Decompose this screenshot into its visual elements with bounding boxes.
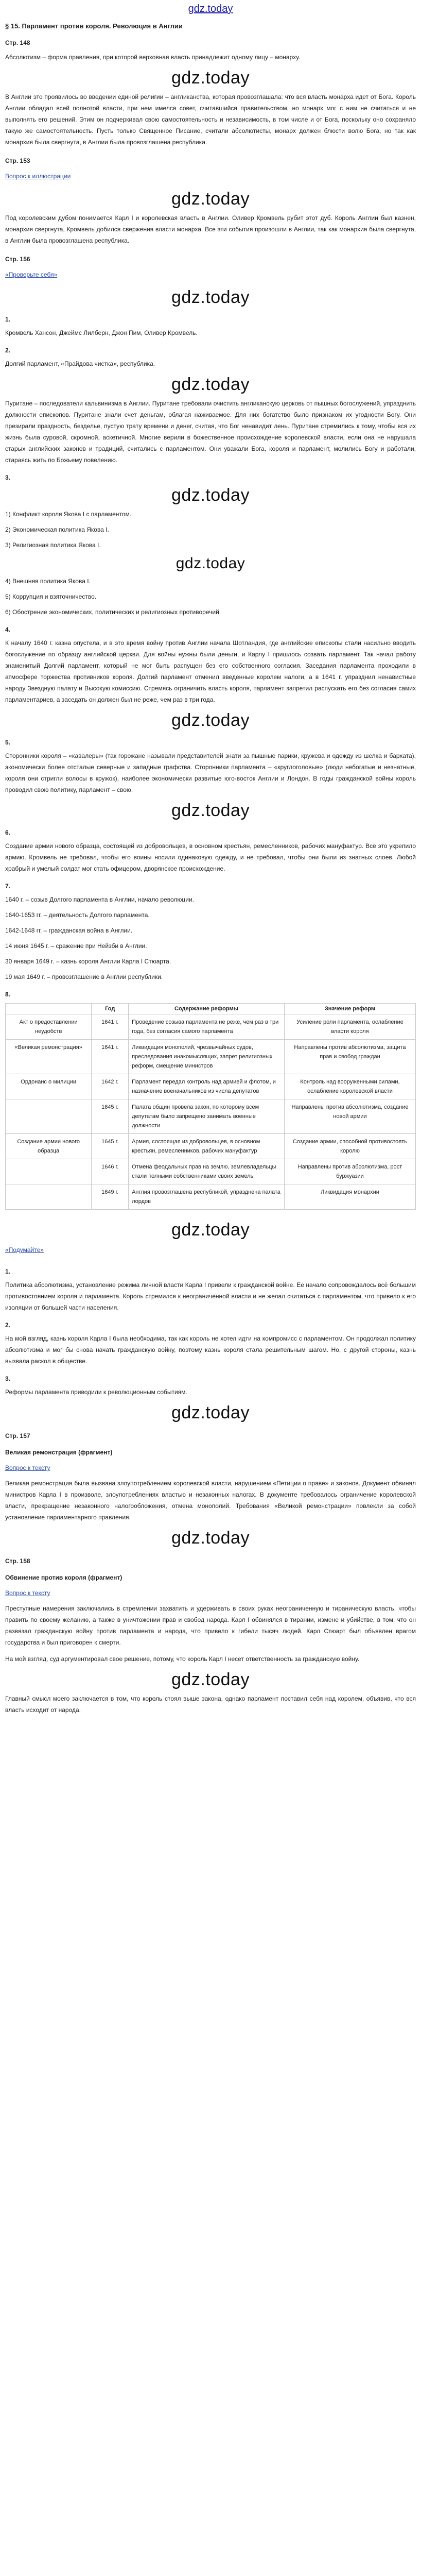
think-link[interactable]: «Подумайте» — [5, 1246, 44, 1253]
list-line: 3) Религиозная политика Якова I. — [5, 541, 101, 549]
watermark: gdz.today — [171, 1403, 250, 1422]
page-ref-153: Стр. 153 — [5, 157, 30, 164]
answer-text: Великая ремонстрация была вызвана злоупотреблением королевской власти, нарушением «Петиции о праве» и законов. Документ обвинял министров Карла I в произволе, злоупотреблениях властью и незаконных налогах. В документе требовалось ограничение королевской власти, прекращение незаконного налогообложения, отмена монополий. Требования «Великой ремонстрации» повлекли за собой установление парламентарного правления. — [5, 1480, 416, 1521]
table-cell: Контроль над вооруженными силами, ослабление королевской власти — [284, 1074, 415, 1099]
table-cell: 1641 г. — [92, 1014, 129, 1040]
table-cell: 1645 г. — [92, 1099, 129, 1134]
list-line: 30 января 1649 г. – казнь короля Англии Карла I Стюарта. — [5, 958, 171, 965]
page-ref-148: Стр. 148 — [5, 39, 30, 46]
table-header: Содержание реформы — [129, 1004, 285, 1014]
list-line: 1640-1653 гг. – деятельность Долгого парламента. — [5, 911, 150, 919]
site-link[interactable]: gdz.today — [188, 3, 233, 14]
table-cell: Ликвидация монархии — [284, 1184, 415, 1210]
paragraph: В Англии это проявилось во введении единой религии – англиканства, которая провозглашала: что вся власть монарха идет от Бога. Король Англии обладал всей полнотой власти, при нем имелся совет, считавшийся правительством, но монарх мог с ним не считаться и не выполнять его решений. Этим он подчеркивал свою самостоятельность и независимость, в том числе и от Бога, поскольку оно сохраняло такую же самостоятельность. Пусть только Священное Писание, считали абсолютисты, монарх должен блюсти волю Бога, но так как монархия была свергнута, в Англии была провозглашена республика. — [5, 93, 416, 146]
table-cell: Палата общин провела закон, по которому всем депутатам было запрещено занимать военные должности — [129, 1099, 285, 1134]
answer-text: Главный смысл моего заключается в том, что король стоял выше закона, однако парламент поставил себя над королем, объявив, что вся власть исходит от народа. — [5, 1695, 416, 1714]
answer-text: Политика абсолютизма, установление режима личной власти Карла I привели к гражданской войне. Ее начало сопровождалось всё большим противостоянием короля и парламента. Король стремился к неограниченной власти и не желал считаться с парламентом, что привело к его изоляции от большей части населения. — [5, 1281, 416, 1311]
table-cell: Создание армии нового образца — [6, 1134, 92, 1159]
table-cell: 1642 г. — [92, 1074, 129, 1099]
item-number: 8. — [5, 991, 11, 998]
table-cell: Создание армии, способной противостоять королю — [284, 1134, 415, 1159]
table-row — [6, 1099, 416, 1134]
list-line: 19 мая 1649 г. – провозглашение в Англии республики. — [5, 973, 163, 980]
watermark: gdz.today — [176, 555, 245, 572]
paragraph: Абсолютизм – форма правления, при которой верховная власть принадлежит одному лицу – монарху. — [5, 54, 301, 61]
answer-text: Создание армии нового образца, состоящей из добровольцев, в основном крестьян, ремесленников, рабочих мануфактур. Всё это укрепило армию. Кромвель не требовал, чтобы его воины носили одинаковую одежду, и не требовал, чтобы они были из знатных слоев. Любой храбрый и умелый солдат мог стать офицером, дворянское происхождение. — [5, 842, 416, 872]
table-row — [6, 1040, 416, 1074]
item-number: 2. — [5, 1321, 11, 1329]
table-cell: Армия, состоящая из добровольцев, в основном крестьян, ремесленников, рабочих мануфактур — [129, 1134, 285, 1159]
table-cell: Усиление роли парламента, ослабление власти короля — [284, 1014, 415, 1040]
table-cell: Направлены против абсолютизма, защита прав и свобод граждан — [284, 1040, 415, 1074]
page-ref-158: Стр. 158 — [5, 1557, 30, 1565]
table-cell: 1641 г. — [92, 1040, 129, 1074]
item-number: 1. — [5, 316, 11, 323]
table-cell — [6, 1099, 92, 1134]
watermark: gdz.today — [171, 1670, 250, 1689]
watermark: gdz.today — [171, 68, 250, 88]
table-cell: Проведение созыва парламента не реже, чем раз в три года, без согласия самого парламента — [129, 1014, 285, 1040]
list-line: 14 июня 1645 г. – сражение при Нейзби в Англии. — [5, 942, 147, 950]
table-cell: Парламент передал контроль над армией и флотом, и назначение военачальников из числа депутатов — [129, 1074, 285, 1099]
text-question-link[interactable]: Вопрос к тексту — [5, 1464, 50, 1471]
answer-text: Сторонники короля – «кавалеры» (так горожане называли представителей знати за пышные парики, кружева и одежду из шелка и бархата), экономически более отсталые северные и западные графства. Сторонники парламента – «круглоголовые» (люди небогатые и незнатные, короля они стригли волосы в кружок), наиболее экономически развитые юго-восток Англии и Лондон. В годы гражданской войны король проводил свою политику, парламент – свою. — [5, 752, 416, 793]
watermark: gdz.today — [171, 485, 250, 505]
page-ref-156: Стр. 156 — [5, 256, 30, 263]
item-number: 2. — [5, 347, 11, 354]
watermark: gdz.today — [171, 1528, 250, 1548]
watermark: gdz.today — [171, 1220, 250, 1240]
watermark: gdz.today — [171, 189, 250, 209]
item-number: 6. — [5, 829, 11, 836]
table-row — [6, 1184, 416, 1210]
table-cell: Ордонанс о милиции — [6, 1074, 92, 1099]
section-subheading: Великая ремонстрация (фрагмент) — [5, 1449, 113, 1456]
list-line: 1642-1648 гг. – гражданская война в Англии. — [5, 927, 133, 934]
check-yourself-link[interactable]: «Проверьте себя» — [5, 271, 58, 278]
watermark: gdz.today — [171, 375, 250, 394]
table-cell: 1646 г. — [92, 1159, 129, 1184]
paragraph: Под королевским дубом понимается Карл I и королевская власть в Англии. Оливер Кромвель рубит этот дуб. Король Англии был казнен, монархия свергнута, Кромвель добился свержения власти монарха. Все эти события произошли в Англии, так как монархия была свергнута, в Англии была провозглашена республика. — [5, 214, 416, 244]
list-line: 2) Экономическая политика Якова I. — [5, 526, 109, 533]
table-cell: «Великая ремонстрация» — [6, 1040, 92, 1074]
table-cell: Отмена феодальных прав на землю, землевладельцы стали полными собственниками своих земель — [129, 1159, 285, 1184]
answer-text: На мой взгляд, суд аргументировал свое решение, потому, что король Карл I несет ответственность за гражданскую войну. — [5, 1655, 360, 1663]
table-cell: Акт о предоставлении неудобств — [6, 1014, 92, 1040]
table-row — [6, 1074, 416, 1099]
table-cell: 1645 г. — [92, 1134, 129, 1159]
table-header: Значение реформ — [284, 1004, 415, 1014]
table-header: Год — [92, 1004, 129, 1014]
table-cell — [6, 1184, 92, 1210]
table-cell: 1649 г. — [92, 1184, 129, 1210]
table-row — [6, 1134, 416, 1159]
answer-text: Долгий парламент, «Прайдова чистка», республика. — [5, 360, 155, 367]
table-header-row — [6, 1004, 416, 1014]
table-row — [6, 1159, 416, 1184]
table-row — [6, 1014, 416, 1040]
table-header — [6, 1004, 92, 1014]
table-cell: Направлены против абсолютизма, рост буржуазии — [284, 1159, 415, 1184]
page-ref-157: Стр. 157 — [5, 1432, 30, 1439]
item-number: 1. — [5, 1268, 11, 1275]
list-line: 4) Внешняя политика Якова I. — [5, 578, 91, 585]
list-line: 1) Конфликт короля Якова I с парламентом. — [5, 511, 132, 518]
site-header — [5, 0, 416, 22]
item-number: 7. — [5, 883, 11, 890]
section-subheading: Обвинение против короля (фрагмент) — [5, 1574, 122, 1581]
illustration-question-link[interactable]: Вопрос к иллюстрации — [5, 173, 71, 180]
text-question-link[interactable]: Вопрос к тексту — [5, 1589, 50, 1597]
table-cell: Англия провозглашена республикой, упразднена палата лордов — [129, 1184, 285, 1210]
item-number: 3. — [5, 474, 11, 481]
item-number: 3. — [5, 1375, 11, 1382]
answer-text: Реформы парламента приводили к революционным событиям. — [5, 1388, 187, 1396]
item-number: 4. — [5, 626, 11, 633]
watermark: gdz.today — [171, 710, 250, 730]
list-line: 6) Обострение экономических, политических и религиозных противоречий. — [5, 608, 221, 616]
answer-text: К началу 1640 г. казна опустела, и в это время войну против Англии начала Шотландия, где английские епископы стали насильно вводить богослужение по образцу английской церкви. Для войны нужны были деньги, и Карлу I пришлось созвать парламент. Так начал работу знаменитый Долгий парламент, который не мог быть распущен без его собственного согласия. Заседания парламента проходили в атмосфере торжества противников короля. Долгий парламент отменил введенные королем налоги, а в 1641 г. упразднил ненавистные народу Звездную палату и Высокую комиссию. Стремясь ограничить власть короля, парламент запретил распускать его без согласия самих парламентариев, а заседать он должен был не реже, чем раз в три года. — [5, 639, 416, 703]
answer-text: Кромвель Хансон, Джеймс Лилберн, Джон Пим, Оливер Кромвель. — [5, 329, 198, 336]
list-line: 5) Коррупция и взяточничество. — [5, 593, 97, 600]
answer-text: На мой взгляд, казнь короля Карла I была необходима, так как король не хотел идти на компромисс с парламентом. Он продолжал политику абсолютизма и мог бы снова начать гражданскую войну, поэтому казнь короля стала решительным шагом. Но, с другой стороны, казнь вызвала раскол в обществе. — [5, 1335, 416, 1365]
reform-table — [5, 1003, 416, 1210]
table-cell: Направлены против абсолютизма, создание новой армии — [284, 1099, 415, 1134]
list-line: 1640 г. – созыв Долгого парламента в Англии, начало революции. — [5, 896, 194, 903]
item-number: 5. — [5, 739, 11, 746]
answer-text: Преступные намерения заключались в стремлении захватить и удерживать в своих руках неограниченную и тираническую власть, чтобы править по своему желанию, а также в уничтожении прав и свобод народа. Карл I обвинялся в тирании, измене и убийстве, в том, что он развязал гражданскую войну против парламента и народа, что привело к гибели тысяч людей. Карл Стюарт был объявлен врагом государства и был приговорен к смерти. — [5, 1605, 416, 1646]
table-cell: Ликвидация монополий, чрезвычайных судов, преследования инакомыслящих, запрет религиозных реформ, смещение министров — [129, 1040, 285, 1074]
answer-text: Пуритане – последователи кальвинизма в Англии. Пуритане требовали очистить англиканскую церковь от пышных богослужений, упразднить должности епископов. Пуритане знали счет деньгам, облагая наживаемое. Для них богатство было признаком их угодности Богу. Они презирали праздность, безделье, пустую трату времени и денег, считая, что Бог ненавидит лень. Пуритане стремились к тому, чтобы вся их жизнь была суровой, скромной, аскетичной. Многие верили в божественное происхождение королевской власти, если она не нарушала старых английских законов и традиций, считались с парламентом. Они уважали Бога, короля и парламент, молились Богу и работали, стараясь жить по Божьему повелению. — [5, 400, 416, 464]
watermark: gdz.today — [171, 287, 250, 307]
watermark: gdz.today — [171, 801, 250, 820]
page-title: § 15. Парламент против короля. Революция в Англии — [5, 22, 183, 30]
table-cell — [6, 1159, 92, 1184]
